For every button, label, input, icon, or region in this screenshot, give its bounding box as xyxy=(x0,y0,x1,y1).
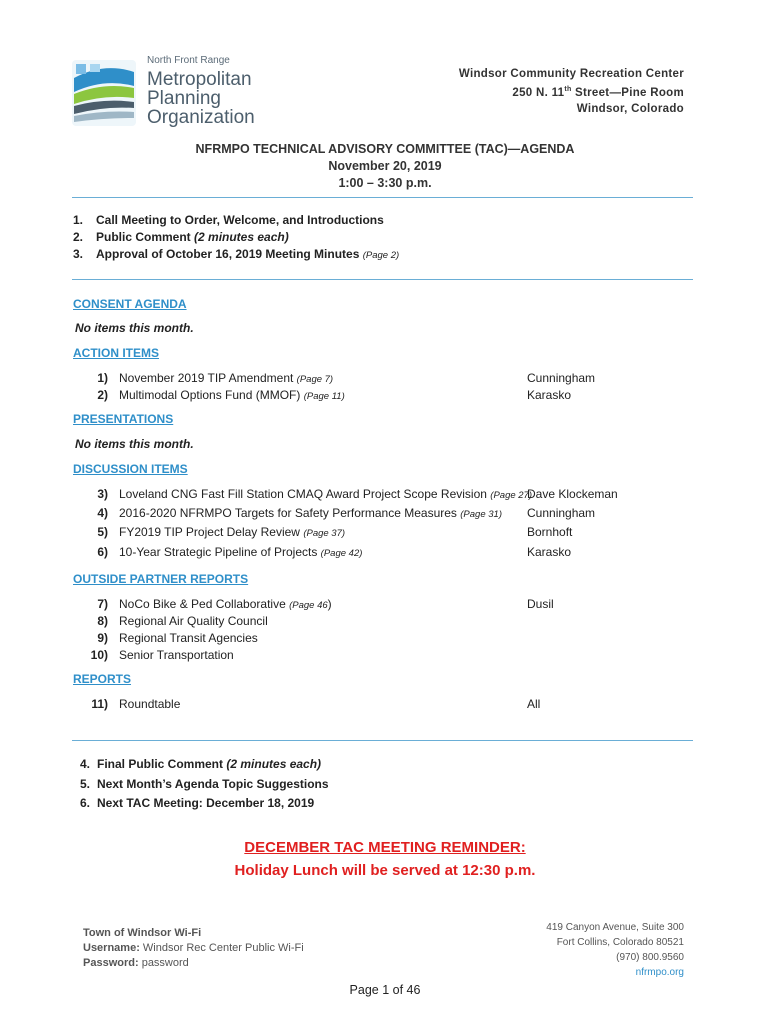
reminder-text: Holiday Lunch will be served at 12:30 p.m. xyxy=(234,862,536,879)
logo-line-1: North Front Range xyxy=(147,55,230,66)
item-num: 11) xyxy=(91,697,108,711)
page-ref: (Page 31) xyxy=(460,509,502,520)
page-ref: (Page 2) xyxy=(362,250,400,261)
nfrmpo-logo xyxy=(70,56,255,128)
wifi-username-value: Windsor Rec Center Public Wi-Fi xyxy=(139,942,304,954)
closing-item xyxy=(97,757,321,771)
item-num: 7) xyxy=(97,597,108,611)
agenda-title: NFRMPO TECHNICAL ADVISORY COMMITTEE (TAC)—AGENDA xyxy=(195,142,575,156)
presentations-none: No items this month. xyxy=(75,437,194,451)
item-num: 3) xyxy=(97,487,108,501)
item-num: 1) xyxy=(97,371,108,385)
page-ref: (Page 7) xyxy=(296,374,334,385)
opening-item-num: 2. xyxy=(73,230,84,244)
address-city: Fort Collins, Colorado 80521 xyxy=(556,937,684,948)
item-presenter: Dusil xyxy=(527,597,554,611)
closing-item: Next TAC Meeting: December 18, 2019 xyxy=(97,796,315,810)
opening-item-num: 1. xyxy=(73,213,84,227)
venue-city: Windsor, Colorado xyxy=(576,102,684,115)
closing-item-num: 4. xyxy=(80,757,91,771)
section-heading-consent[interactable]: CONSENT AGENDA xyxy=(73,297,187,311)
venue-name: Windsor Community Recreation Center xyxy=(458,68,684,80)
venue-street-name: Street—Pine Room xyxy=(571,86,684,99)
item-desc xyxy=(119,597,332,611)
item-desc xyxy=(119,371,333,385)
item-num: 10) xyxy=(90,648,108,662)
item-num: 6) xyxy=(97,545,108,559)
item-desc: Senior Transportation xyxy=(119,648,234,662)
divider xyxy=(72,197,693,198)
wifi-password-value: password xyxy=(138,957,189,969)
page-ref-close: ) xyxy=(327,597,332,611)
agenda-title-block xyxy=(0,141,770,192)
wifi-password-label: Password: xyxy=(83,957,139,969)
item-text: NoCo Bike & Ped Collaborative xyxy=(119,597,290,611)
item-desc xyxy=(119,545,362,559)
item-text: Multimodal Options Fund (MMOF) xyxy=(119,388,304,402)
item-num: 4) xyxy=(97,506,108,520)
address-street: 419 Canyon Avenue, Suite 300 xyxy=(546,922,684,933)
item-presenter: All xyxy=(527,697,541,711)
item-presenter: Dave Klockeman xyxy=(527,487,618,501)
closing-item-note: (2 minutes each) xyxy=(226,757,322,771)
website-link[interactable]: nfrmpo.org xyxy=(635,967,684,978)
logo-line-2: Metropolitan xyxy=(147,69,252,90)
item-presenter: Bornhoft xyxy=(527,525,573,539)
wifi-password xyxy=(83,956,304,971)
closing-item-text: Final Public Comment xyxy=(97,757,227,771)
opening-item xyxy=(96,230,289,244)
opening-item xyxy=(96,213,384,227)
section-heading-reports[interactable]: REPORTS xyxy=(73,672,132,686)
opening-item xyxy=(96,247,399,261)
closing-item-num: 5. xyxy=(80,777,91,791)
section-heading-partner[interactable]: OUTSIDE PARTNER REPORTS xyxy=(73,572,249,586)
agenda-time: 1:00 – 3:30 p.m. xyxy=(338,176,432,190)
address-block xyxy=(546,920,684,980)
page-ref: (Page 27) xyxy=(490,490,533,501)
venue-block xyxy=(459,66,684,117)
item-text: 2016-2020 NFRMPO Targets for Safety Performance Measures xyxy=(119,506,461,520)
wifi-title xyxy=(83,926,304,941)
agenda-date: November 20, 2019 xyxy=(328,159,442,173)
item-presenter: Karasko xyxy=(527,388,572,402)
page-ref: (Page 42) xyxy=(320,548,363,559)
logo-line-4: Organization xyxy=(147,107,255,128)
divider xyxy=(72,279,693,280)
item-num: 2) xyxy=(97,388,108,402)
wifi-username-label: Username: xyxy=(83,942,140,954)
section-heading-action[interactable]: ACTION ITEMS xyxy=(73,346,159,360)
page-ref: (Page 37) xyxy=(303,528,346,539)
item-desc xyxy=(119,388,345,402)
closing-item-num: 6. xyxy=(80,796,91,810)
consent-none: No items this month. xyxy=(75,321,194,335)
item-text: 10-Year Strategic Pipeline of Projects xyxy=(119,545,321,559)
item-text: Loveland CNG Fast Fill Station CMAQ Award Project Scope Revision xyxy=(119,487,491,501)
page-ref: (Page 46 xyxy=(289,600,328,611)
wifi-username xyxy=(83,941,304,956)
page-number: Page 1 of 46 xyxy=(349,983,421,997)
item-presenter: Karasko xyxy=(527,545,572,559)
logo-wordmark xyxy=(147,56,255,127)
opening-item-text: Public Comment xyxy=(96,230,195,244)
item-presenter: Cunningham xyxy=(527,506,596,520)
page-ref: (Page 11) xyxy=(303,391,345,402)
section-heading-presentations[interactable]: PRESENTATIONS xyxy=(73,412,174,426)
item-presenter: Cunningham xyxy=(527,371,596,385)
item-num: 9) xyxy=(97,631,108,645)
venue-street-sup: th xyxy=(564,86,572,93)
divider xyxy=(72,740,693,741)
logo-line-3: Planning xyxy=(147,88,221,109)
item-desc xyxy=(119,506,502,520)
address-phone: (970) 800.9560 xyxy=(616,952,684,963)
venue-street xyxy=(459,82,684,101)
opening-item-num: 3. xyxy=(73,247,84,261)
closing-item: Next Month’s Agenda Topic Suggestions xyxy=(97,777,329,791)
item-num: 8) xyxy=(97,614,108,628)
item-text: FY2019 TIP Project Delay Review xyxy=(119,525,304,539)
opening-item-note: (2 minutes each) xyxy=(194,230,289,244)
item-num: 5) xyxy=(97,525,108,539)
opening-item-text: Approval of October 16, 2019 Meeting Minutes xyxy=(96,247,363,261)
item-text: November 2019 TIP Amendment xyxy=(119,371,297,385)
section-heading-discussion[interactable]: DISCUSSION ITEMS xyxy=(73,462,188,476)
opening-item-text: Call Meeting to Order, Welcome, and Introductions xyxy=(96,213,384,227)
wifi-title-text: Town of Windsor Wi-Fi xyxy=(83,927,202,939)
item-desc xyxy=(119,525,345,539)
reminder-heading: DECEMBER TAC MEETING REMINDER: xyxy=(244,839,526,856)
item-desc xyxy=(119,487,532,501)
item-desc: Regional Transit Agencies xyxy=(119,631,258,645)
item-desc: Roundtable xyxy=(119,697,181,711)
item-desc: Regional Air Quality Council xyxy=(119,614,268,628)
nfrmpo-logo-icon xyxy=(70,58,138,128)
wifi-block xyxy=(83,926,304,971)
venue-street-number: 250 N. 11 xyxy=(512,86,565,99)
